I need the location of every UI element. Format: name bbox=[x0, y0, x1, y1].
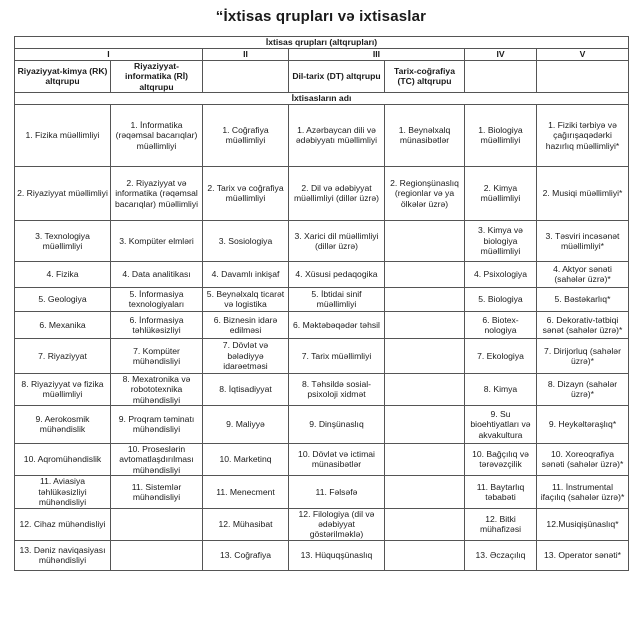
specialty-cell-group4: 1. Biologiya müəllimliyi bbox=[465, 104, 537, 166]
table-row bbox=[15, 261, 629, 287]
specialty-cell-group4: 10. Bağçılıq və tərəvəzçilik bbox=[465, 443, 537, 475]
subgroup-rk: Riyaziyyat-kimya (RK) altqrupu bbox=[15, 61, 111, 93]
specialty-cell-group5: 9. Heykəltəraşlıq* bbox=[537, 405, 629, 443]
specialty-cell-dt: 6. Məktəbəqədər təhsil bbox=[289, 311, 385, 338]
specialty-cell-tc bbox=[385, 220, 465, 261]
table-row bbox=[15, 475, 629, 508]
specialty-cell-group5: 13. Operator sənəti* bbox=[537, 540, 629, 570]
page-title: “İxtisas qrupları və ixtisaslar bbox=[215, 8, 427, 25]
specialty-cell-ri: 1. İnformatika (rəqəmsal bacarıqlar) müəllimliyi bbox=[111, 104, 203, 166]
specialty-cell-dt: 2. Dil və ədəbiyyat müəllimliyi (dillər üzrə) bbox=[289, 166, 385, 220]
table-row bbox=[15, 287, 629, 311]
specialty-cell-ri: 4. Data analitikası bbox=[111, 261, 203, 287]
specialty-cell-rk: 1. Fizika müəllimliyi bbox=[15, 104, 111, 166]
specialty-cell-dt: 5. İbtidai sinif müəllimliyi bbox=[289, 287, 385, 311]
specialty-cell-group4: 6. Biotex-nologiya bbox=[465, 311, 537, 338]
table-row bbox=[15, 220, 629, 261]
specialty-cell-dt: 10. Dövlət və ictimai münasibətlər bbox=[289, 443, 385, 475]
specialty-cell-dt: 8. Təhsildə sosial-psixoloji xidmət bbox=[289, 373, 385, 405]
specialty-cell-group4: 4. Psixologiya bbox=[465, 261, 537, 287]
specialty-cell-group5: 5. Bəstəkarlıq* bbox=[537, 287, 629, 311]
specialty-cell-ri: 3. Kompüter elmləri bbox=[111, 220, 203, 261]
specialty-cell-tc bbox=[385, 475, 465, 508]
specialty-cell-rk: 7. Riyaziyyat bbox=[15, 338, 111, 373]
specialty-cell-group2: 8. İqtisadiyyat bbox=[203, 373, 289, 405]
specialty-cell-group4: 9. Su bioehtiyatları və akvakultura bbox=[465, 405, 537, 443]
specialty-cell-rk: 6. Mexanika bbox=[15, 311, 111, 338]
specialty-cell-group4: 11. Baytarlıq təbabəti bbox=[465, 475, 537, 508]
specialty-cell-tc: 2. Regionşünaslıq (regionlar və ya ölkələr üzrə) bbox=[385, 166, 465, 220]
specialty-cell-ri: 10. Proseslərin avtomatlaşdırılması mühəndisliyi bbox=[111, 443, 203, 475]
specialty-cell-group2: 10. Marketinq bbox=[203, 443, 289, 475]
specialty-cell-group2: 5. Beynəlxalq ticarət və logistika bbox=[203, 287, 289, 311]
group-number-4: IV bbox=[465, 49, 537, 61]
specialty-cell-group5: 3. Təsviri incəsənət müəllimliyi* bbox=[537, 220, 629, 261]
table-row bbox=[15, 405, 629, 443]
specialty-cell-rk: 9. Aerokosmik mühəndislik bbox=[15, 405, 111, 443]
specialty-cell-group5: 8. Dizayn (sahələr üzrə)* bbox=[537, 373, 629, 405]
group-number-1: I bbox=[15, 49, 203, 61]
specialty-cell-rk: 5. Geologiya bbox=[15, 287, 111, 311]
specialty-cell-group5: 12.Musiqişünaslıq* bbox=[537, 508, 629, 540]
specialty-cell-group5: 11. İnstrumental ifaçılıq (sahələr üzrə)* bbox=[537, 475, 629, 508]
specialty-cell-rk: 4. Fizika bbox=[15, 261, 111, 287]
specialty-cell-dt: 7. Tarix müəllimliyi bbox=[289, 338, 385, 373]
specialty-cell-ri: 2. Riyaziyyat və informatika (rəqəmsal bacarıqlar) müəllimliyi bbox=[111, 166, 203, 220]
groups-header: İxtisas qrupları (altqrupları) bbox=[15, 37, 629, 49]
specialty-cell-group2: 12. Mühasibat bbox=[203, 508, 289, 540]
table-row bbox=[15, 338, 629, 373]
specialty-cell-tc: 1. Beynəlxalq münasibətlər bbox=[385, 104, 465, 166]
specialty-cell-group5: 4. Aktyor sənəti (sahələr üzrə)* bbox=[537, 261, 629, 287]
specialty-cell-group2: 7. Dövlət və bələdiyyə idarəetməsi bbox=[203, 338, 289, 373]
specialty-cell-tc bbox=[385, 508, 465, 540]
specialty-cell-group2: 9. Maliyyə bbox=[203, 405, 289, 443]
specialty-cell-group4: 2. Kimya müəllimliyi bbox=[465, 166, 537, 220]
specialty-cell-tc bbox=[385, 540, 465, 570]
table-row bbox=[15, 373, 629, 405]
specialty-cell-group5: 7. Dirijorluq (sahələr üzrə)* bbox=[537, 338, 629, 373]
specialty-cell-tc bbox=[385, 261, 465, 287]
subgroup-ri: Riyaziyyat-informatika (Rİ) altqrupu bbox=[111, 61, 203, 93]
subgroup-empty bbox=[537, 61, 629, 93]
specialty-cell-group4: 5. Biologiya bbox=[465, 287, 537, 311]
specialty-cell-group4: 8. Kimya bbox=[465, 373, 537, 405]
specialties-header: İxtisasların adı bbox=[15, 92, 629, 104]
specialty-cell-ri bbox=[111, 508, 203, 540]
specialty-cell-dt: 11. Fəlsəfə bbox=[289, 475, 385, 508]
table-row bbox=[15, 166, 629, 220]
subgroup-dt: Dil-tarix (DT) altqrupu bbox=[289, 61, 385, 93]
specialty-cell-group5: 6. Dekorativ-tətbiqi sənət (sahələr üzrə)* bbox=[537, 311, 629, 338]
specialty-cell-tc bbox=[385, 373, 465, 405]
specialty-cell-tc bbox=[385, 287, 465, 311]
table-row bbox=[15, 540, 629, 570]
specialty-cell-group4: 13. Əczaçılıq bbox=[465, 540, 537, 570]
subgroup-tc: Tarix-coğrafiya (TC) altqrupu bbox=[385, 61, 465, 93]
specialty-cell-rk: 8. Riyaziyyat və fizika müəllimliyi bbox=[15, 373, 111, 405]
table-row bbox=[15, 311, 629, 338]
specialty-cell-tc bbox=[385, 405, 465, 443]
specialty-cell-group2: 1. Coğrafiya müəllimliyi bbox=[203, 104, 289, 166]
specialty-cell-ri bbox=[111, 540, 203, 570]
specialty-cell-group5: 10. Xoreoqrafiya sənəti (sahələr üzrə)* bbox=[537, 443, 629, 475]
specialty-cell-rk: 10. Aqromühəndislik bbox=[15, 443, 111, 475]
specialty-cell-rk: 3. Texnologiya müəllimliyi bbox=[15, 220, 111, 261]
specialty-cell-ri: 6. İnformasiya təhlükəsizliyi bbox=[111, 311, 203, 338]
specialty-cell-group5: 1. Fiziki tərbiyə və çağırışaqədərki hazırlıq müəllimliyi* bbox=[537, 104, 629, 166]
table-row bbox=[15, 443, 629, 475]
group-number-3: III bbox=[289, 49, 465, 61]
specialty-cell-group2: 6. Biznesin idarə edilməsi bbox=[203, 311, 289, 338]
specialty-cell-group4: 12. Bitki mühafizəsi bbox=[465, 508, 537, 540]
group-number-2: II bbox=[203, 49, 289, 61]
specialty-cell-dt: 12. Filologiya (dil və ədəbiyyat göstərilməklə) bbox=[289, 508, 385, 540]
specialty-cell-group2: 11. Menecment bbox=[203, 475, 289, 508]
specialty-cell-rk: 12. Cihaz mühəndisliyi bbox=[15, 508, 111, 540]
table-row bbox=[15, 104, 629, 166]
specialty-cell-dt: 4. Xüsusi pedaqogika bbox=[289, 261, 385, 287]
specialty-cell-dt: 1. Azərbaycan dili və ədəbiyyatı müəllimliyi bbox=[289, 104, 385, 166]
specialty-cell-group4: 3. Kimya və biologiya müəllimliyi bbox=[465, 220, 537, 261]
specialty-cell-dt: 9. Dinşünaslıq bbox=[289, 405, 385, 443]
specialty-cell-tc bbox=[385, 311, 465, 338]
subgroup-empty bbox=[465, 61, 537, 93]
specialty-cell-dt: 3. Xarici dil müəllimliyi (dillər üzrə) bbox=[289, 220, 385, 261]
specialty-cell-group2: 13. Coğrafiya bbox=[203, 540, 289, 570]
specialty-cell-ri: 9. Proqram təminatı mühəndisliyi bbox=[111, 405, 203, 443]
table-row bbox=[15, 508, 629, 540]
specialty-cell-rk: 13. Dəniz naviqasiyası mühəndisliyi bbox=[15, 540, 111, 570]
specialties-table bbox=[14, 36, 629, 571]
specialty-cell-group2: 2. Tarix və coğrafiya müəllimliyi bbox=[203, 166, 289, 220]
specialty-cell-ri: 8. Mexatronika və robototexnika mühəndisliyi bbox=[111, 373, 203, 405]
group-number-5: V bbox=[537, 49, 629, 61]
specialty-cell-ri: 11. Sistemlər mühəndisliyi bbox=[111, 475, 203, 508]
specialty-cell-group5: 2. Musiqi müəllimliyi* bbox=[537, 166, 629, 220]
specialty-cell-dt: 13. Hüquqşünaslıq bbox=[289, 540, 385, 570]
specialty-cell-ri: 7. Kompüter mühəndisliyi bbox=[111, 338, 203, 373]
specialty-cell-rk: 2. Riyaziyyat müəllimliyi bbox=[15, 166, 111, 220]
specialty-cell-group2: 3. Sosiologiya bbox=[203, 220, 289, 261]
specialty-cell-tc bbox=[385, 443, 465, 475]
specialty-cell-group2: 4. Davamlı inkişaf bbox=[203, 261, 289, 287]
specialty-cell-group4: 7. Ekologiya bbox=[465, 338, 537, 373]
specialty-cell-ri: 5. İnformasiya texnologiyaları bbox=[111, 287, 203, 311]
specialty-cell-rk: 11. Aviasiya təhlükəsizliyi mühəndisliyi bbox=[15, 475, 111, 508]
subgroup-empty bbox=[203, 61, 289, 93]
specialty-cell-tc bbox=[385, 338, 465, 373]
